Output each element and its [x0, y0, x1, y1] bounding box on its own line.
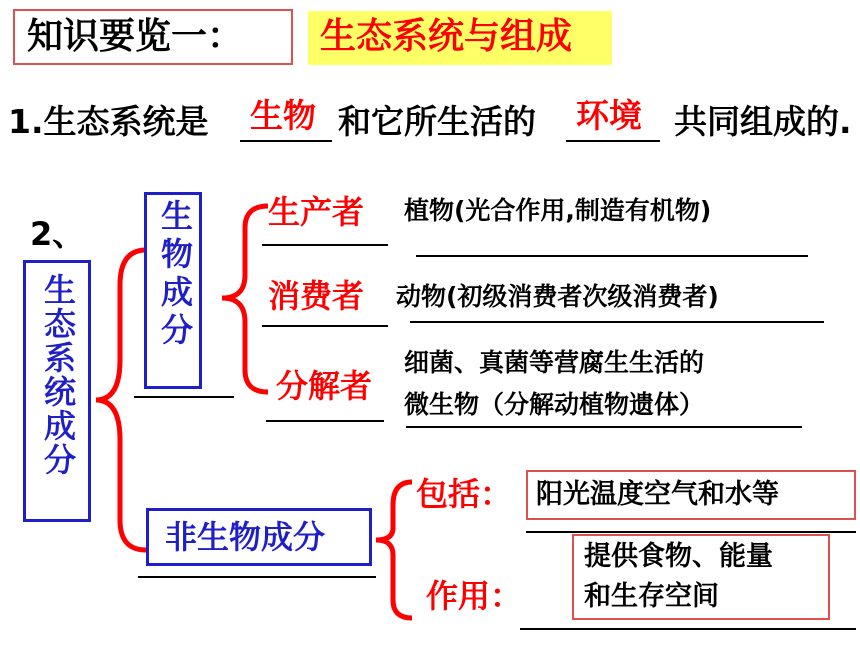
decomposers-desc-underline [406, 426, 802, 428]
includes-value: 阳光温度空气和水等 [536, 479, 779, 510]
header-topic: 生态系统与组成 [320, 16, 573, 57]
decomposers-label: 分解者 [276, 367, 373, 405]
bio-box [144, 192, 202, 389]
function-value-line1: 提供食物、能量 [584, 541, 773, 572]
consumers-label-underline [262, 325, 388, 327]
header-label: 知识要览一： [27, 16, 244, 57]
nonbio-brace [376, 482, 412, 618]
point1-blank2-answer: 环境 [576, 96, 642, 135]
function-value-box [572, 534, 830, 620]
nonbio-box [146, 508, 372, 566]
bio-underline [134, 396, 234, 398]
nonbio-label: 非生物成分 [165, 518, 326, 556]
function-value-line2: 和生存空间 [584, 581, 719, 612]
bio-brace [222, 206, 268, 392]
includes-underline [526, 531, 856, 533]
consumers-desc: 动物(初级消费者次级消费者) [396, 282, 719, 311]
producers-desc-underline [416, 255, 808, 257]
producers-desc: 植物(光合作用,制造有机物) [404, 196, 712, 225]
root-label: 生态系统成分 [39, 273, 77, 477]
consumers-label: 消费者 [268, 277, 365, 315]
point1-blank1-answer: 生物 [250, 96, 316, 135]
producers-label-underline [262, 244, 388, 246]
decomposers-label-underline [266, 420, 384, 422]
producers-label: 生产者 [268, 193, 365, 231]
decomposers-desc-line2: 微生物（分解动植物遗体） [404, 390, 705, 419]
point1-suffix: 共同组成的. [674, 102, 852, 141]
point1-middle: 和它所生活的 [338, 102, 536, 141]
includes-label: 包括： [416, 475, 513, 513]
point2-number: 2、 [30, 215, 85, 253]
nonbio-underline [138, 576, 376, 578]
bio-label: 生物成分 [156, 199, 194, 351]
root-box [23, 260, 91, 522]
root-brace [96, 250, 146, 550]
includes-value-box [526, 470, 856, 520]
decomposers-desc-line1: 细菌、真菌等营腐生生活的 [404, 348, 705, 377]
consumers-desc-underline [410, 321, 824, 323]
function-label: 作用： [426, 577, 523, 615]
point1-prefix: 1.生态系统是 [8, 102, 209, 141]
function-underline [520, 628, 856, 630]
